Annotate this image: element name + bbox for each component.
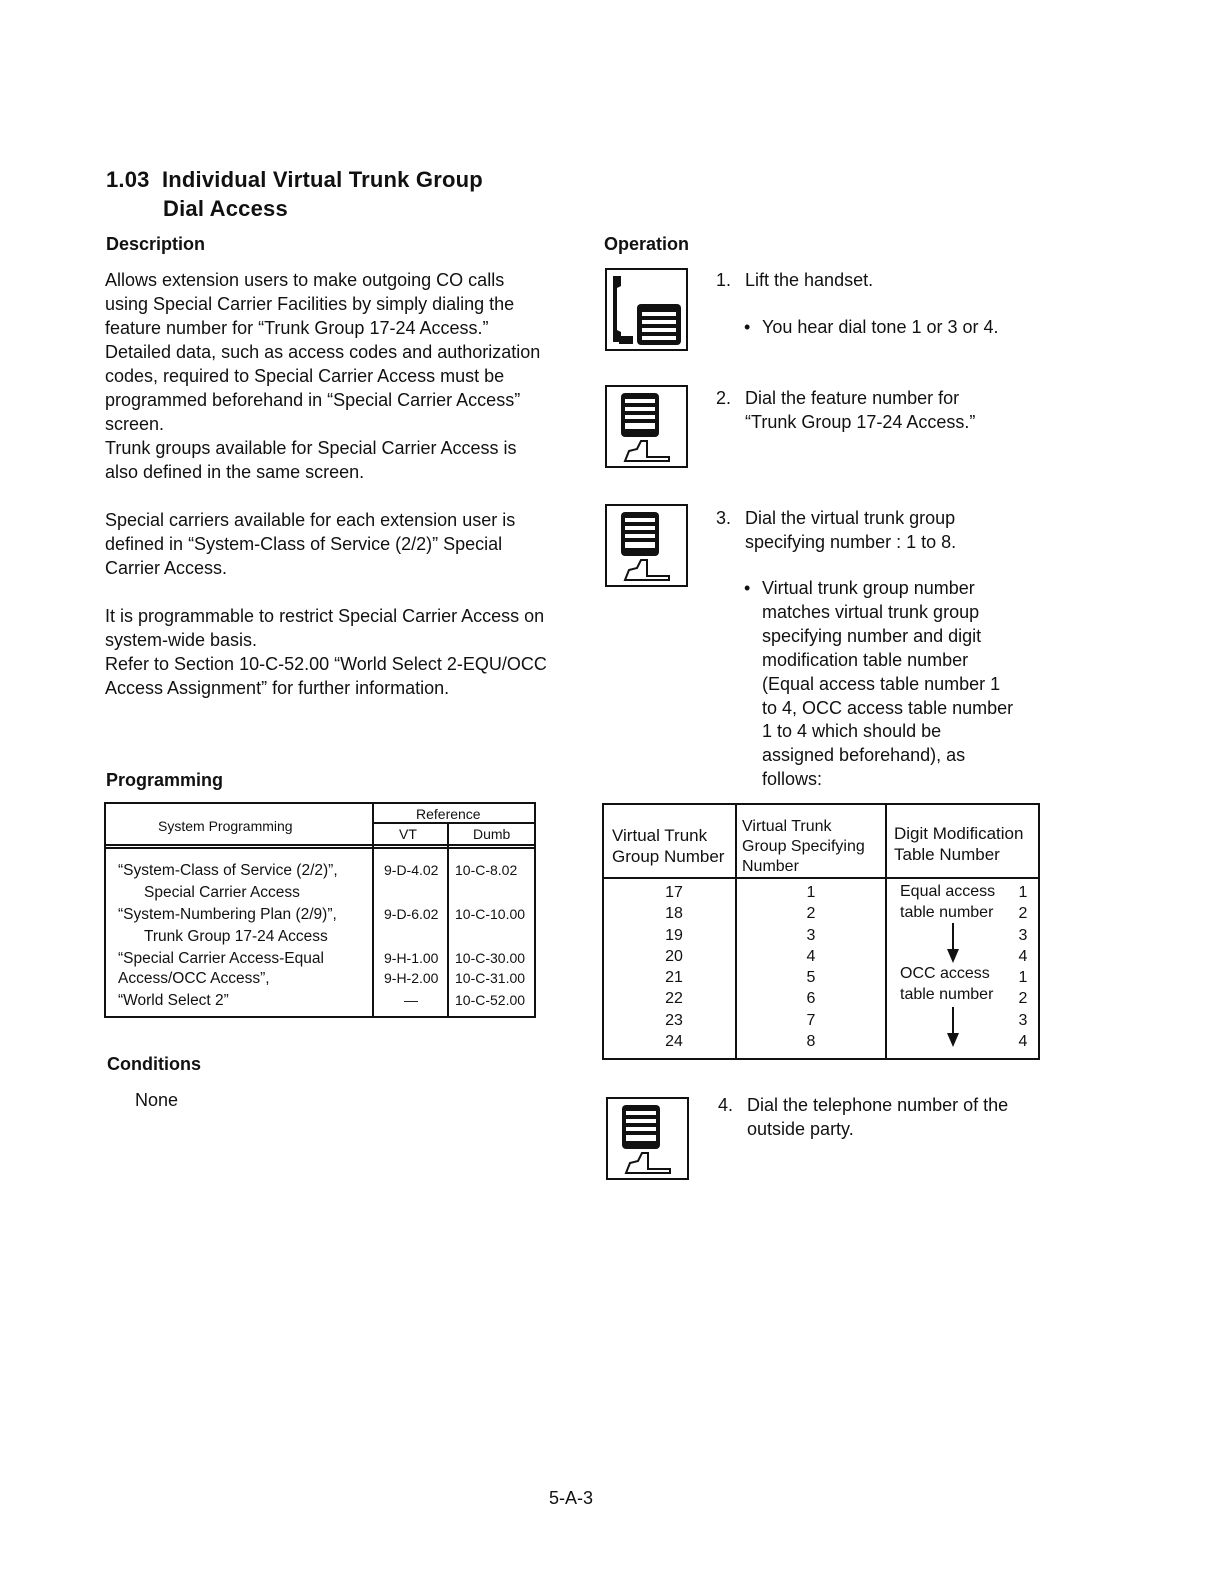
arrow-down-icon [946,1007,960,1049]
step-2-number: 2. [716,388,732,408]
step-3-bullet-line: follows: [762,769,823,789]
step-4-number: 4. [718,1095,734,1115]
ref-row-6-name: Access/OCC Access”, [118,970,270,987]
group-number: 23 [665,1011,683,1029]
specifying-number: 5 [806,969,816,987]
step-2-line2: “Trunk Group 17-24 Access.” [745,412,976,432]
equal-access-label-line2: table number [900,904,994,921]
col2-header-line2: Group Specifying [742,838,865,855]
ref-row-5-dumb: 10-C-30.00 [455,950,526,966]
step-3-bullet-line: assigned beforehand), as [762,745,966,765]
description-para-2: Detailed data, such as access codes and authorization codes, required to Special Carrier Access must be programmed beforehand in “Special Carrier Access” screen. [105,342,541,434]
step-3-bullet-line: matches virtual trunk group [762,602,980,622]
group-number-column [644,882,704,1052]
conditions-heading: Conditions [107,1054,201,1074]
dial-keypad-icon [605,385,688,468]
conditions-text: None [135,1090,179,1110]
section-title-line2: Dial Access [163,196,288,221]
col-vt: VT [399,826,417,842]
col2-header-line1: Virtual Trunk [742,818,832,835]
specifying-number: 6 [806,990,816,1008]
description-para-1: Allows extension users to make outgoing CO calls using Special Carrier Facilities by simply dialing the feature number for “Trunk Group 17-24 Access.” [105,270,515,338]
group-number: 20 [665,947,683,965]
ref-row-1-dumb: 10-C-8.02 [455,862,518,878]
description-para-4: Special carriers available for each extension user is defined in “System-Class of Service (2/2)” Special Carrier Access. [105,510,516,578]
equal-access-label-line1: Equal access [900,883,996,900]
description-block [105,268,550,700]
ref-row-1-vt: 9-D-4.02 [384,862,439,878]
table-number-column [1012,882,1034,1052]
specifying-number: 3 [806,926,816,944]
step-3-line2: specifying number : 1 to 8. [745,532,957,552]
programming-heading: Programming [106,770,224,790]
specifying-number: 7 [806,1011,816,1029]
group-number: 17 [665,884,683,901]
col-reference: Reference [416,806,481,822]
table-number: 4 [1018,947,1028,965]
col-system-programming: System Programming [158,818,293,834]
section-title-line1: Individual Virtual Trunk Group [161,167,483,192]
ref-row-7-dumb: 10-C-52.00 [455,992,526,1008]
group-number: 18 [665,905,683,923]
virtual-trunk-table [602,803,1040,1060]
step-1-text: Lift the handset. [745,270,874,290]
step-3-bullet-line: • Virtual trunk group number [762,576,975,600]
step-3-bullet-line: specifying number and digit [762,626,982,646]
ref-row-1-name: “System-Class of Service (2/2)”, [118,862,338,879]
dial-keypad-icon [606,1097,689,1180]
ref-row-6-dumb: 10-C-31.00 [455,970,526,986]
ref-row-3-dumb: 10-C-10.00 [455,906,526,922]
specifying-number-column [796,882,826,1052]
step-1-number: 1. [716,270,732,290]
step-3-bullet-line: to 4, OCC access table number [762,698,1014,718]
programming-reference-table [104,802,536,1018]
operation-heading: Operation [604,234,690,254]
occ-access-label-line1: OCC access [900,965,990,982]
table-number: 1 [1018,969,1028,987]
dial-keypad-icon [605,504,688,587]
description-para-3: Trunk groups available for Special Carrier Access is also defined in the same screen. [105,438,517,482]
description-heading: Description [106,234,206,254]
table-number: 3 [1018,1011,1028,1029]
ref-row-4-name: Trunk Group 17-24 Access [144,928,328,945]
step-3-number: 3. [716,508,732,528]
step-4-line2: outside party. [747,1119,854,1139]
ref-row-5-name: “Special Carrier Access-Equal [118,950,324,967]
table-number: 4 [1018,1033,1028,1051]
description-para-5: It is programmable to restrict Special Carrier Access on system-wide basis. [105,606,545,650]
ref-row-5-vt: 9-H-1.00 [384,950,439,966]
step-3-line1: Dial the virtual trunk group [745,508,956,528]
description-para-6: Refer to Section 10-C-52.00 “World Select 2-EQU/OCC Access Assignment” for further information. [105,654,547,698]
step-3-bullet-line: 1 to 4 which should be [762,721,942,741]
ref-row-6-vt: 9-H-2.00 [384,970,439,986]
ref-row-7-name: “World Select 2” [118,992,229,1009]
page-number: 5-A-3 [549,1488,594,1508]
section-title [106,165,483,194]
section-number: 1.03 [106,167,150,192]
col2-header-line3: Number [742,858,799,875]
occ-access-label-line2: table number [900,986,994,1003]
specifying-number: 8 [806,1033,816,1051]
step-3-bullet-line: modification table number [762,650,969,670]
table-number: 1 [1018,884,1028,901]
table-number: 2 [1018,905,1028,923]
ref-row-3-vt: 9-D-6.02 [384,906,439,922]
col-dumb: Dumb [473,826,511,842]
step-2-line1: Dial the feature number for [745,388,960,408]
table-number: 3 [1018,926,1028,944]
arrow-down-icon [946,923,960,965]
group-number: 21 [665,969,683,987]
group-number: 19 [665,926,683,944]
ref-row-7-vt: — [404,992,418,1008]
table-number: 2 [1018,990,1028,1008]
group-number: 24 [665,1033,683,1051]
step-1-bullet: • You hear dial tone 1 or 3 or 4. [762,315,999,339]
specifying-number: 1 [806,884,816,901]
col1-header-line1: Virtual Trunk [612,826,708,845]
specifying-number: 2 [806,905,816,923]
group-number: 22 [665,990,683,1008]
ref-row-2-name: Special Carrier Access [144,884,300,901]
step-3-bullet-line: (Equal access table number 1 [762,674,1001,694]
ref-row-3-name: “System-Numbering Plan (2/9)”, [118,906,337,923]
col1-header-line2: Group Number [612,847,725,866]
handset-off-hook-icon [605,268,688,351]
step-4-line1: Dial the telephone number of the [747,1095,1009,1115]
col3-header-line2: Table Number [894,845,1000,864]
specifying-number: 4 [806,947,816,965]
col3-header-line1: Digit Modification [894,824,1024,843]
